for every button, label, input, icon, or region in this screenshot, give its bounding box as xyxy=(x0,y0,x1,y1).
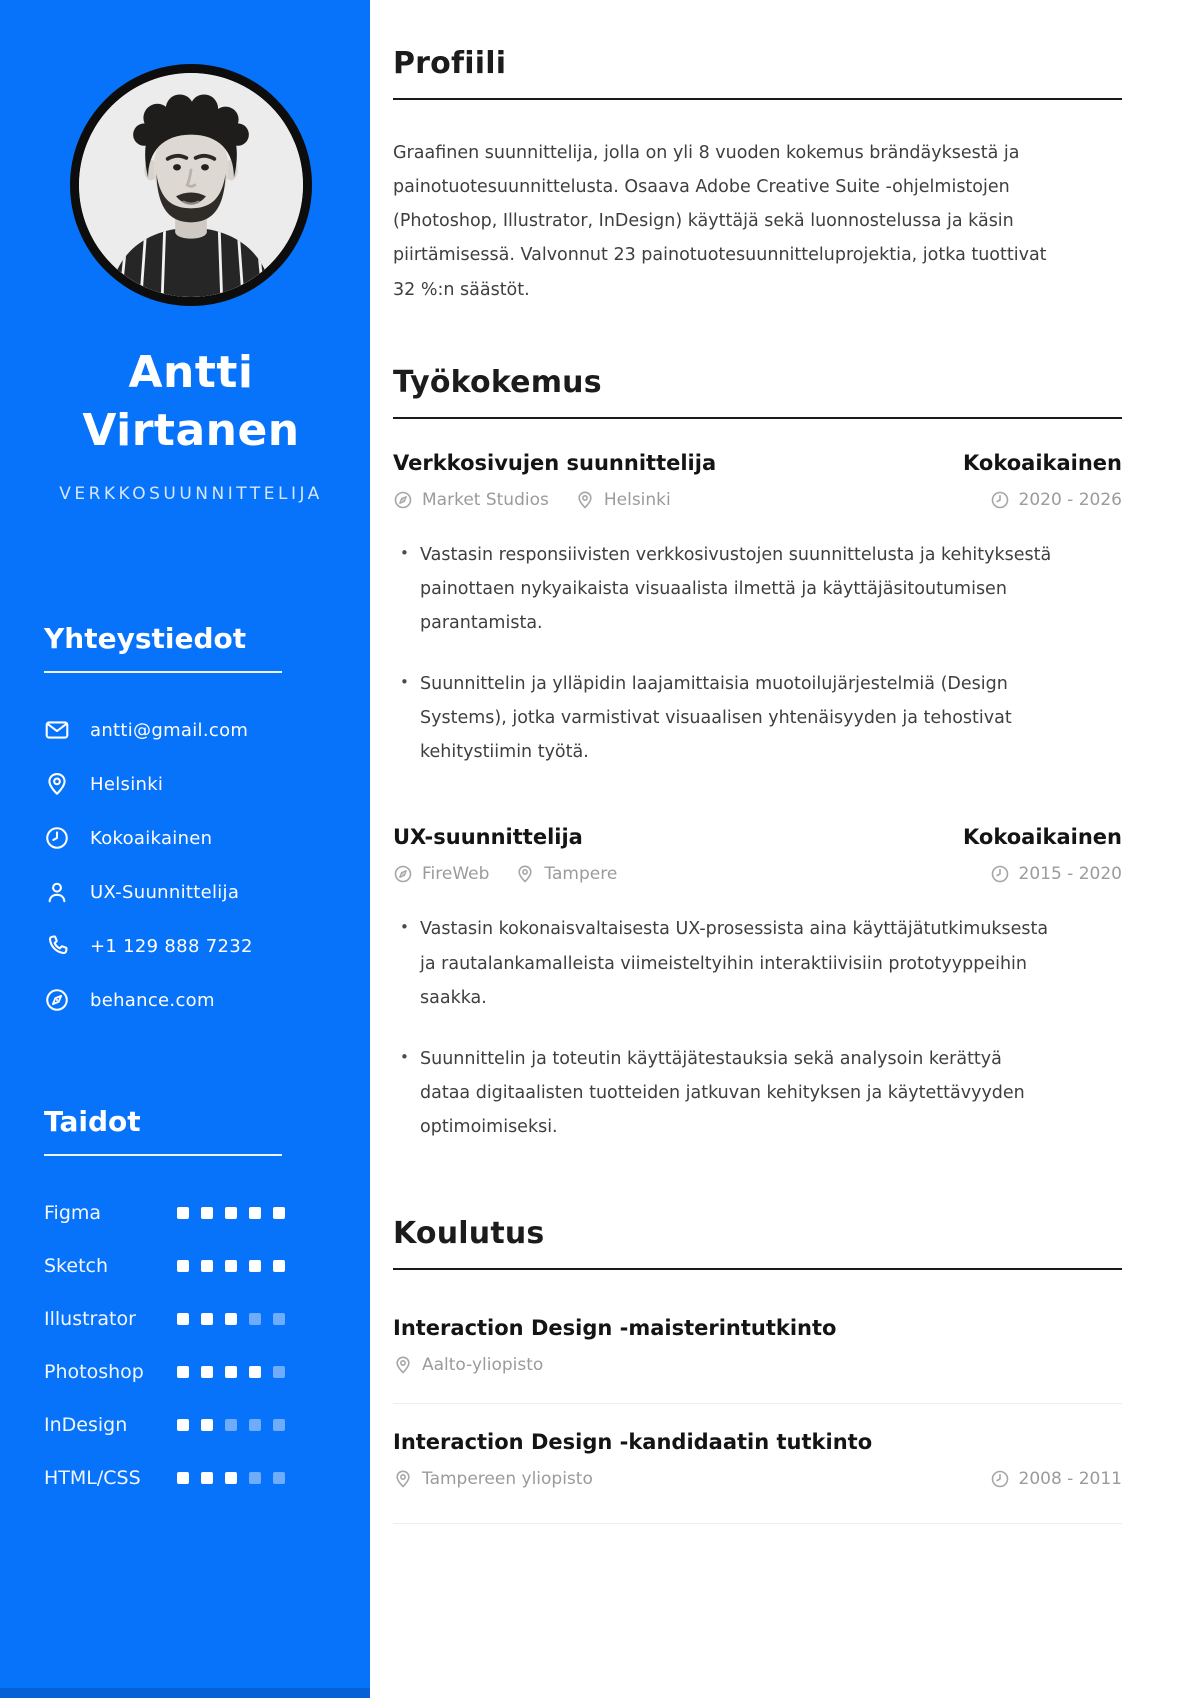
skill-dot-filled xyxy=(249,1260,261,1272)
skill-label: Illustrator xyxy=(44,1308,136,1331)
location-icon xyxy=(515,864,535,884)
job-title: Verkkosivujen suunnittelija xyxy=(393,450,717,475)
skill-level-dots xyxy=(177,1366,285,1378)
experience-heading: Työkokemus xyxy=(393,364,602,400)
job-dates-value: 2020 - 2026 xyxy=(1018,489,1122,510)
skill-dot-filled xyxy=(201,1419,213,1431)
skills-list xyxy=(44,1202,338,1489)
job-bullet-list xyxy=(393,538,1083,770)
skill-label: Photoshop xyxy=(44,1361,144,1384)
education-entry-masters xyxy=(393,1316,1122,1404)
job-dates xyxy=(990,864,1122,884)
job-company-name: FireWeb xyxy=(422,864,490,885)
skill-dot-filled xyxy=(273,1260,285,1272)
job-dates-value: 2015 - 2020 xyxy=(1018,864,1122,885)
skill-dot-empty xyxy=(249,1419,261,1431)
skill-label: Figma xyxy=(44,1202,102,1225)
job-company-name: Market Studios xyxy=(422,489,549,510)
education-section xyxy=(393,1216,1122,1524)
job-location-name: Tampere xyxy=(544,864,618,885)
skill-dot-filled xyxy=(201,1260,213,1272)
skill-dot-filled xyxy=(177,1207,189,1219)
skill-level-dots xyxy=(177,1260,285,1272)
education-school-name: Tampereen yliopisto xyxy=(422,1469,593,1490)
contact-section xyxy=(44,622,338,1013)
compass-icon xyxy=(393,490,413,510)
skill-row-indesign xyxy=(44,1414,338,1436)
job-bullet: • Vastasin kokonaisvaltaisesta UX-prosessista aina käyttäjätutkimuksesta ja rautalankamalleista viimeisteltyihin interaktiivisiin prototyyppeihin saakka. xyxy=(393,912,1056,1014)
skill-dot-filled xyxy=(177,1366,189,1378)
job-bullet-list xyxy=(393,912,1083,1144)
job-bullet: • Vastasin responsiivisten verkkosivustojen suunnittelusta ja kehityksestä painottaen nykyaikaista visuaalista ilmettä ja käyttäjäsitoutumisen parantamista. xyxy=(393,538,1056,640)
education-title: Interaction Design -kandidaatin tutkinto xyxy=(393,1430,873,1455)
candidate-name: Antti Virtanen xyxy=(82,347,300,457)
contact-item-email xyxy=(44,717,338,743)
job-dates xyxy=(990,490,1122,510)
location-icon xyxy=(575,490,595,510)
contact-employment-value: Kokoaikainen xyxy=(90,827,213,849)
education-school xyxy=(393,1469,593,1489)
clock-icon xyxy=(990,1469,1010,1489)
skill-row-sketch xyxy=(44,1255,338,1277)
job-employment-type: Kokoaikainen xyxy=(962,825,1122,850)
education-heading: Koulutus xyxy=(393,1216,545,1252)
education-dates xyxy=(990,1469,1122,1489)
skill-label: InDesign xyxy=(44,1414,128,1437)
skill-dot-empty xyxy=(273,1366,285,1378)
contact-item-location xyxy=(44,771,338,797)
skill-level-dots xyxy=(177,1472,285,1484)
job-location xyxy=(575,490,671,510)
skill-dot-filled xyxy=(201,1366,213,1378)
education-heading-rule xyxy=(393,1268,1122,1270)
job-employment-type: Kokoaikainen xyxy=(962,450,1122,475)
skill-dot-filled xyxy=(225,1260,237,1272)
skill-dot-filled xyxy=(249,1366,261,1378)
person-icon xyxy=(44,879,70,905)
skill-label: Sketch xyxy=(44,1255,109,1278)
education-school-name: Aalto-yliopisto xyxy=(422,1355,544,1376)
contact-phone-value: +1 129 888 7232 xyxy=(90,935,253,957)
skill-dot-filled xyxy=(177,1313,189,1325)
profile-summary: Graafinen suunnittelija, jolla on yli 8 vuoden kokemus brändäyksestä ja painotuotesuunnittelusta. Osaava Adobe Creative Suite -ohjelmistojen (Photoshop, Illustrator, InDesign) käyttäjä sekä luonnostelussa ja käsin piirtämisessä. Valvonnut 23 painotuotesuunnitteluprojektia, jotka tuottivat 32 %:n säästöt. xyxy=(393,143,1047,300)
skills-heading: Taidot xyxy=(44,1105,141,1139)
skill-dot-filled xyxy=(201,1207,213,1219)
education-entry-bachelors xyxy=(393,1430,1122,1524)
skill-dot-empty xyxy=(273,1419,285,1431)
phone-icon xyxy=(44,933,70,959)
job-entry-ux-designer xyxy=(393,825,1122,1144)
compass-icon xyxy=(393,864,413,884)
profile-section xyxy=(393,46,1122,307)
contact-title-value: UX-Suunnittelija xyxy=(90,881,240,903)
skill-dot-empty xyxy=(249,1313,261,1325)
main-content xyxy=(370,0,1200,1698)
compass-icon xyxy=(44,987,70,1013)
location-icon xyxy=(393,1469,413,1489)
education-title: Interaction Design -maisterintutkinto xyxy=(393,1316,837,1341)
location-icon xyxy=(393,1355,413,1375)
skill-row-photoshop xyxy=(44,1361,338,1383)
sidebar xyxy=(0,0,370,1698)
contact-location-value: Helsinki xyxy=(90,773,164,795)
contact-item-website xyxy=(44,987,338,1013)
candidate-role: VERKKOSUUNNITTELIJA xyxy=(59,484,323,505)
skill-dot-empty xyxy=(273,1313,285,1325)
skill-dot-filled xyxy=(201,1313,213,1325)
skill-dot-filled xyxy=(225,1366,237,1378)
job-company xyxy=(393,864,489,884)
skill-level-dots xyxy=(177,1419,285,1431)
contact-item-phone xyxy=(44,933,338,959)
skills-heading-rule xyxy=(44,1154,282,1156)
avatar xyxy=(70,64,312,306)
contact-list xyxy=(44,717,338,1013)
skill-dot-empty xyxy=(225,1419,237,1431)
skills-section xyxy=(44,1105,338,1489)
contact-heading: Yhteystiedot xyxy=(44,622,247,656)
education-divider xyxy=(393,1403,1122,1404)
experience-section xyxy=(393,365,1122,1145)
job-company xyxy=(393,490,549,510)
clock-icon xyxy=(44,825,70,851)
skill-dot-filled xyxy=(273,1207,285,1219)
skill-level-dots xyxy=(177,1313,285,1325)
profile-heading: Profiili xyxy=(393,46,507,81)
skill-dot-filled xyxy=(177,1260,189,1272)
skill-level-dots xyxy=(177,1207,285,1219)
job-title: UX-suunnittelija xyxy=(393,825,583,850)
experience-heading-rule xyxy=(393,417,1122,419)
skill-dot-filled xyxy=(201,1472,213,1484)
skill-dot-filled xyxy=(225,1207,237,1219)
education-divider xyxy=(393,1523,1122,1524)
education-school xyxy=(393,1355,543,1375)
skill-dot-empty xyxy=(273,1472,285,1484)
mail-icon xyxy=(44,717,70,743)
skill-dot-filled xyxy=(225,1313,237,1325)
contact-email-value: antti@gmail.com xyxy=(90,719,249,741)
skill-dot-empty xyxy=(249,1472,261,1484)
job-entry-web-designer xyxy=(393,451,1122,770)
contact-item-title xyxy=(44,879,338,905)
skill-dot-filled xyxy=(177,1472,189,1484)
skill-row-figma xyxy=(44,1202,338,1224)
skill-row-illustrator xyxy=(44,1308,338,1330)
contact-item-employment xyxy=(44,825,338,851)
skill-dot-filled xyxy=(225,1472,237,1484)
education-dates-value: 2008 - 2011 xyxy=(1018,1469,1122,1490)
skill-label: HTML/CSS xyxy=(44,1467,141,1490)
profile-heading-rule xyxy=(393,98,1122,100)
clock-icon xyxy=(990,490,1010,510)
location-icon xyxy=(44,771,70,797)
skill-dot-filled xyxy=(249,1207,261,1219)
skill-dot-filled xyxy=(177,1419,189,1431)
contact-heading-rule xyxy=(44,671,282,673)
contact-website-value: behance.com xyxy=(90,989,215,1011)
clock-icon xyxy=(990,864,1010,884)
job-location-name: Helsinki xyxy=(603,489,671,510)
portrait-photo-placeholder xyxy=(79,73,303,297)
job-bullet: • Suunnittelin ja ylläpidin laajamittaisia muotoilujärjestelmiä (Design Systems), jotka varmistivat visuaalisen yhtenäisyyden ja tehostivat kehitystiimin työtä. xyxy=(393,667,1056,769)
skill-row-htmlcss xyxy=(44,1467,338,1489)
job-bullet: • Suunnittelin ja toteutin käyttäjätestauksia sekä analysoin kerättyä dataa digitaalisten tuotteiden jatkuvan kehityksen ja käytettävyyden optimoimiseksi. xyxy=(393,1042,1056,1144)
job-location xyxy=(515,864,617,884)
